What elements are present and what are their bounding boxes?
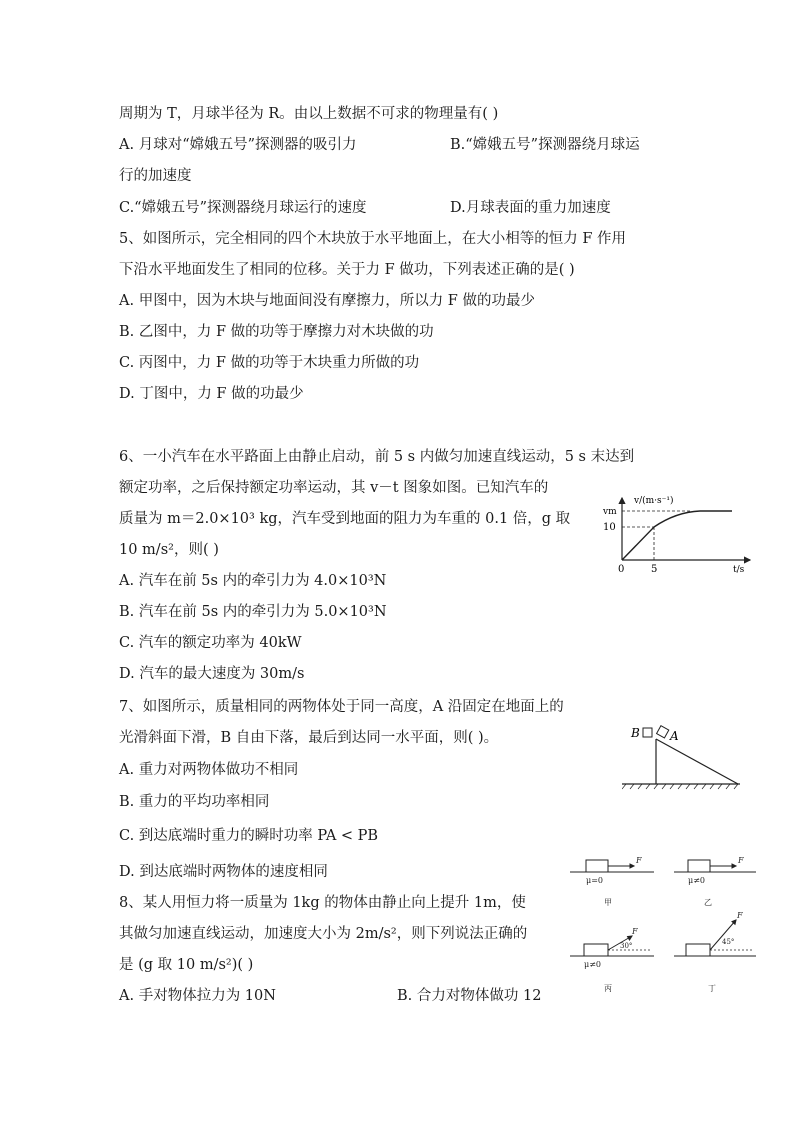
q6-stem-line1: 6、一小汽车在水平路面上由静止启动，前 5 s 内做匀加速直线运动，5 s 末达到	[119, 449, 635, 465]
q4-option-b: B.“嫦娥五号”探测器绕月球运	[450, 137, 640, 153]
label-a: A	[670, 729, 679, 743]
ground-hatch	[622, 784, 738, 789]
q8-stem-line1: 8、某人用恒力将一质量为 1kg 的物体由静止向上提升 1m，使	[119, 895, 526, 911]
f-label-jia: F	[636, 856, 642, 865]
q6-option-c: C. 汽车的额定功率为 40kW	[119, 635, 302, 651]
q6-stem-line3: 质量为 m＝2.0×10³ kg，汽车受到地面的阻力为车重的 0.1 倍，g 取	[119, 511, 571, 527]
q7-stem-line1: 7、如图所示，质量相同的两物体处于同一高度，A 沿固定在地面上的	[119, 699, 564, 715]
q8-option-a: A. 手对物体拉力为 10N	[119, 988, 276, 1004]
block-yi	[688, 860, 710, 872]
q7-option-b: B. 重力的平均功率相同	[119, 794, 270, 810]
q4-stem-tail: 周期为 T，月球半径为 R。由以上数据不可求的物理量有( )	[119, 106, 499, 122]
vt-graph	[600, 492, 760, 577]
label-b: B	[631, 726, 640, 740]
vt-curve	[622, 511, 732, 560]
caption-yi: 乙	[704, 898, 712, 907]
q6-option-a: A. 汽车在前 5s 内的牵引力为 4.0×10³N	[119, 573, 387, 589]
q8-stem-line3: 是 (g 取 10 m/s²)( )	[119, 957, 254, 973]
f-label-bing: F	[632, 927, 638, 936]
q8-stem-line2: 其做匀加速直线运动，加速度大小为 2m/s²，则下列说法正确的	[119, 926, 528, 942]
incline-slope	[656, 739, 738, 784]
arrowhead-jia	[630, 864, 634, 868]
arrowhead-bing	[628, 936, 633, 940]
vt-vm-label: vm	[603, 507, 617, 517]
q5-figure	[566, 848, 774, 998]
block-jia	[586, 860, 608, 872]
vt-xlabel: t/s	[733, 565, 745, 575]
vt-10-label: 10	[603, 522, 616, 533]
angle-label-ding: 45°	[722, 938, 735, 946]
q4-option-d: D.月球表面的重力加速度	[450, 200, 611, 216]
q5-option-a: A. 甲图中，因为木块与地面间没有摩擦力，所以力 F 做的功最少	[119, 293, 535, 309]
caption-ding: 丁	[708, 984, 716, 993]
angle-label-bing: 30°	[620, 942, 633, 950]
q5-option-b: B. 乙图中，力 F 做的功等于摩擦力对木块做的功	[119, 324, 434, 340]
q7-option-a: A. 重力对两物体做功不相同	[119, 762, 299, 778]
mu-label-bing: μ≠0	[584, 960, 601, 969]
q6-option-d: D. 汽车的最大速度为 30m/s	[119, 666, 305, 682]
q4-option-b-cont: 行的加速度	[119, 168, 192, 184]
q6-option-b: B. 汽车在前 5s 内的牵引力为 5.0×10³N	[119, 604, 387, 620]
q5-stem-line1: 5、如图所示，完全相同的四个木块放于水平地面上，在大小相等的恒力 F 作用	[119, 231, 627, 247]
q4-option-c: C.“嫦娥五号”探测器绕月球运行的速度	[119, 200, 367, 216]
f-label-ding: F	[737, 911, 743, 920]
block-a	[657, 726, 669, 738]
block-bing	[584, 944, 608, 956]
q4-option-a: A. 月球对“嫦娥五号”探测器的吸引力	[119, 137, 357, 153]
block-ding	[686, 944, 710, 956]
q7-option-d: D. 到达底端时两物体的速度相同	[119, 864, 328, 880]
f-label-yi: F	[738, 856, 744, 865]
caption-bing: 丙	[604, 984, 612, 993]
q6-stem-line2: 额定功率，之后保持额定功率运动，其 v－t 图象如图。已知汽车的	[119, 480, 549, 496]
q8-option-b: B. 合力对物体做功 12	[397, 988, 542, 1004]
q5-stem-line2: 下沿水平地面发生了相同的位移。关于力 F 做功，下列表述正确的是( )	[119, 262, 575, 278]
vt-origin-label: 0	[618, 564, 625, 575]
vt-5-label: 5	[651, 564, 658, 575]
q7-option-c: C. 到达底端时重力的瞬时功率 PA < PB	[119, 828, 379, 844]
arrowhead-yi	[732, 864, 736, 868]
q7-stem-line2: 光滑斜面下滑，B 自由下落，最后到达同一水平面，则( )。	[119, 730, 499, 746]
vt-ylabel: v/(m·s⁻¹)	[634, 496, 674, 506]
incline-figure	[622, 722, 742, 792]
caption-jia: 甲	[604, 898, 612, 907]
mu-label-jia: μ=0	[586, 876, 603, 885]
mu-label-yi: μ≠0	[688, 876, 705, 885]
block-b	[643, 728, 652, 737]
q6-stem-line4: 10 m/s²，则( )	[119, 542, 219, 558]
q5-option-d: D. 丁图中，力 F 做的功最少	[119, 386, 304, 402]
q5-option-c: C. 丙图中，力 F 做的功等于木块重力所做的功	[119, 355, 420, 371]
